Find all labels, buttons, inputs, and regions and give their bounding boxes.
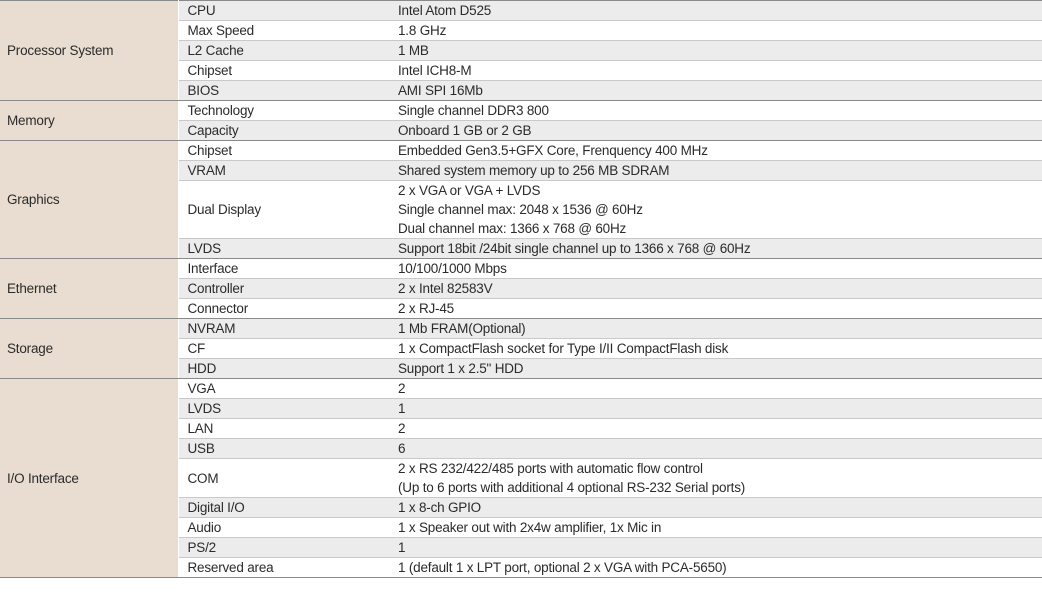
feature-label: Reserved area (178, 558, 389, 578)
feature-label: LVDS (178, 399, 389, 419)
feature-label: Dual Display (178, 181, 389, 239)
value-line: 1 x Speaker out with 2x4w amplifier, 1x Mic in (398, 520, 662, 535)
value-line: 1 MB (398, 43, 429, 58)
value-line: Embedded Gen3.5+GFX Core, Frenquency 400 MHz (398, 143, 708, 158)
feature-label: Technology (178, 101, 389, 121)
feature-label: Chipset (178, 61, 389, 81)
spec-row (0, 101, 1042, 121)
value-line: Support 18bit /24bit single channel up to 1366 x 768 @ 60Hz (398, 241, 751, 256)
feature-label: Chipset (178, 141, 389, 161)
feature-value (389, 41, 1042, 61)
value-line: 2 x VGA or VGA + LVDS (398, 183, 541, 198)
feature-value (389, 558, 1042, 578)
category-label: Graphics (0, 141, 178, 259)
value-line: (Up to 6 ports with additional 4 optional RS-232 Serial ports) (398, 480, 746, 495)
spec-row (0, 259, 1042, 279)
category-label: Storage (0, 319, 178, 379)
feature-value (389, 399, 1042, 419)
feature-value (389, 359, 1042, 379)
category-label: Memory (0, 101, 178, 141)
feature-label: USB (178, 439, 389, 459)
spec-row (0, 1, 1042, 21)
category-label: Processor System (0, 1, 178, 101)
value-line: 1 (398, 401, 406, 416)
spec-row (0, 319, 1042, 339)
value-line: Single channel DDR3 800 (398, 103, 549, 118)
feature-label: PS/2 (178, 538, 389, 558)
value-line: Support 1 x 2.5" HDD (398, 361, 524, 376)
feature-value (389, 518, 1042, 538)
feature-value (389, 101, 1042, 121)
spec-table-body (0, 1, 1042, 578)
value-line: 6 (398, 441, 406, 456)
feature-label: Max Speed (178, 21, 389, 41)
feature-label: COM (178, 459, 389, 498)
value-line: 1.8 GHz (398, 23, 447, 38)
feature-label: VRAM (178, 161, 389, 181)
feature-value (389, 81, 1042, 101)
feature-label: CPU (178, 1, 389, 21)
feature-label: LAN (178, 419, 389, 439)
value-line: 2 (398, 421, 406, 436)
feature-value (389, 21, 1042, 41)
feature-value (389, 141, 1042, 161)
feature-value (389, 379, 1042, 399)
feature-value (389, 1, 1042, 21)
feature-label: Interface (178, 259, 389, 279)
feature-value (389, 319, 1042, 339)
feature-label: BIOS (178, 81, 389, 101)
feature-label: VGA (178, 379, 389, 399)
feature-label: Digital I/O (178, 498, 389, 518)
value-line: 1 (398, 540, 406, 555)
value-line: Intel ICH8-M (398, 63, 472, 78)
feature-value (389, 459, 1042, 498)
value-line: Onboard 1 GB or 2 GB (398, 123, 532, 138)
value-line: AMI SPI 16Mb (398, 83, 483, 98)
feature-label: LVDS (178, 239, 389, 259)
value-line: 10/100/1000 Mbps (398, 261, 507, 276)
feature-label: HDD (178, 359, 389, 379)
value-line: Dual channel max: 1366 x 768 @ 60Hz (398, 221, 627, 236)
value-line: 1 Mb FRAM(Optional) (398, 321, 526, 336)
feature-value (389, 161, 1042, 181)
feature-value (389, 61, 1042, 81)
feature-value (389, 538, 1042, 558)
value-line: Shared system memory up to 256 MB SDRAM (398, 163, 670, 178)
feature-value (389, 299, 1042, 319)
feature-label: NVRAM (178, 319, 389, 339)
value-line: 1 x 8-ch GPIO (398, 500, 481, 515)
feature-label: Audio (178, 518, 389, 538)
feature-label: L2 Cache (178, 41, 389, 61)
feature-value (389, 339, 1042, 359)
feature-value (389, 279, 1042, 299)
feature-label: CF (178, 339, 389, 359)
feature-label: Connector (178, 299, 389, 319)
spec-row (0, 141, 1042, 161)
feature-value (389, 181, 1042, 239)
feature-label: Capacity (178, 121, 389, 141)
feature-value (389, 419, 1042, 439)
spec-row (0, 379, 1042, 399)
feature-value (389, 439, 1042, 459)
feature-value (389, 259, 1042, 279)
value-line: 2 x Intel 82583V (398, 281, 493, 296)
value-line: 1 (default 1 x LPT port, optional 2 x VGA with PCA-5650) (398, 560, 727, 575)
value-line: 1 x CompactFlash socket for Type I/II CompactFlash disk (398, 341, 729, 356)
feature-value (389, 121, 1042, 141)
feature-value (389, 498, 1042, 518)
value-line: 2 x RS 232/422/485 ports with automatic flow control (398, 461, 703, 476)
category-label: Ethernet (0, 259, 178, 319)
value-line: Intel Atom D525 (398, 3, 492, 18)
feature-value (389, 239, 1042, 259)
category-label: I/O Interface (0, 379, 178, 578)
value-line: Single channel max: 2048 x 1536 @ 60Hz (398, 202, 643, 217)
value-line: 2 (398, 381, 406, 396)
feature-label: Controller (178, 279, 389, 299)
value-line: 2 x RJ-45 (398, 301, 454, 316)
